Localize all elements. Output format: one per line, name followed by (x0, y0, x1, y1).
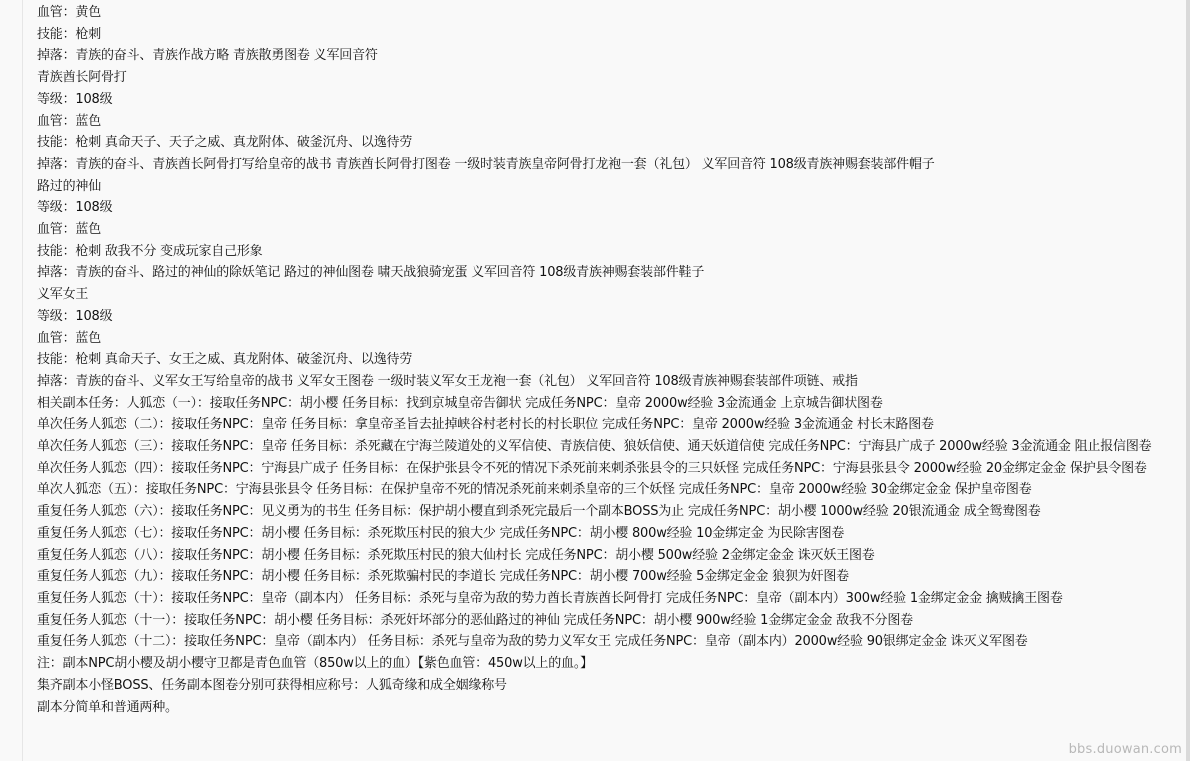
text-line: 等级：108级 (37, 308, 113, 324)
post-content (37, 2, 1187, 718)
text-line: 单次任务人狐恋（二）：接取任务NPC：皇帝 任务目标：拿皇帝圣旨去扯掉峡谷村老村长的村长职位 完成任务NPC：皇帝 2000w经验 3金流通金 村长末路图卷 (37, 417, 934, 433)
text-line: 技能：枪刺 真命天子、天子之威、真龙附体、破釜沉舟、以逸待劳 (37, 135, 413, 151)
text-line: 掉落：青族的奋斗、青族作战方略 青族散勇图卷 义军回音符 (37, 48, 378, 64)
text-line: 重复任务人狐恋（十）：接取任务NPC：皇帝（副本内） 任务目标：杀死与皇帝为敌的势力酋长青族酋长阿骨打 完成任务NPC：皇帝（副本内）300w经验 1金绑定金金 擒贼擒王图卷 (37, 590, 1063, 606)
text-line: 重复任务人狐恋（十一）：接取任务NPC：胡小樱 任务目标：杀死奸坏部分的恶仙路过的神仙 完成任务NPC：胡小樱 900w经验 1金绑定金金 敌我不分图卷 (37, 612, 913, 628)
text-line: 血管：蓝色 (37, 330, 102, 346)
text-line: 副本分简单和普通两种。 (37, 699, 178, 715)
text-line: 血管：蓝色 (37, 222, 102, 238)
text-line: 重复任务人狐恋（六）：接取任务NPC：见义勇为的书生 任务目标：保护胡小樱直到杀死完最后一个副本BOSS为止 完成任务NPC：胡小樱 1000w经验 20银流通金 成全鸳鸯图卷 (37, 504, 1041, 520)
text-line: 路过的神仙 (37, 178, 102, 194)
text-line: 掉落：青族的奋斗、路过的神仙的除妖笔记 路过的神仙图卷 啸天战狼骑宠蛋 义军回音符 108级青族神赐套装部件鞋子 (37, 265, 705, 281)
text-line: 单次人狐恋（五）：接取任务NPC：宁海县张县令 任务目标：在保护皇帝不死的情况杀死前来刺杀皇帝的三个妖怪 完成任务NPC：皇帝 2000w经验 30金绑定金金 保护皇帝图卷 (37, 482, 1032, 498)
text-line: 重复任务人狐恋（七）：接取任务NPC：胡小樱 任务目标：杀死欺压村民的狼大少 完成任务NPC：胡小樱 800w经验 10金绑定金 为民除害图卷 (37, 525, 845, 541)
text-line: 等级：108级 (37, 200, 113, 216)
scrollbar-edge (1186, 0, 1190, 761)
gutter-divider (22, 0, 23, 761)
text-line: 注：副本NPC胡小樱及胡小樱守卫都是青色血管（850w以上的血）【紫色血管：450w以上的血。】 (37, 656, 593, 672)
text-line: 单次任务人狐恋（三）：接取任务NPC：皇帝 任务目标：杀死藏在宁海兰陵道处的义军信使、青族信使、狼妖信使、通天妖道信使 完成任务NPC：宁海县广成子 2000w经验 3金流通金 阻止报信图卷 (37, 439, 1152, 455)
text-line: 重复任务人狐恋（九）：接取任务NPC：胡小樱 任务目标：杀死欺骗村民的李道长 完成任务NPC：胡小樱 700w经验 5金绑定金金 狼狈为奸图卷 (37, 569, 849, 585)
text-line: 义军女王 (37, 287, 89, 303)
text-line: 集齐副本小怪BOSS、任务副本图卷分别可获得相应称号：人狐奇缘和成全姻缘称号 (37, 677, 507, 693)
left-gutter (0, 0, 22, 761)
site-watermark: bbs.duowan.com (1068, 742, 1182, 757)
text-line: 技能：枪刺 真命天子、女王之威、真龙附体、破釜沉舟、以逸待劳 (37, 352, 413, 368)
text-line: 重复任务人狐恋（八）：接取任务NPC：胡小樱 任务目标：杀死欺压村民的狼大仙村长 完成任务NPC：胡小樱 500w经验 2金绑定金金 诛灭妖王图卷 (37, 547, 875, 563)
text-line: 重复任务人狐恋（十二）：接取任务NPC：皇帝（副本内） 任务目标：杀死与皇帝为敌的势力义军女王 完成任务NPC：皇帝（副本内）2000w经验 90银绑定金金 诛灭义军图卷 (37, 634, 1028, 650)
text-line: 相关副本任务：人狐恋（一）：接取任务NPC：胡小樱 任务目标：找到京城皇帝告御状 完成任务NPC：皇帝 2000w经验 3金流通金 上京城告御状图卷 (37, 395, 883, 411)
text-line: 血管：黄色 (37, 5, 102, 20)
text-line: 等级：108级 (37, 91, 113, 107)
text-line: 血管：蓝色 (37, 113, 102, 129)
text-line: 青族酋长阿骨打 (37, 70, 127, 86)
text-line: 单次任务人狐恋（四）：接取任务NPC：宁海县广成子 任务目标：在保护张县令不死的情况下杀死前来刺杀张县令的三只妖怪 完成任务NPC：宁海县张县令 2000w经验 20金绑定金金 保护县令图卷 (37, 460, 1147, 476)
text-line: 掉落：青族的奋斗、义军女王写给皇帝的战书 义军女王图卷 一级时装义军女王龙袍一套（礼包） 义军回音符 108级青族神赐套装部件项链、戒指 (37, 373, 858, 389)
text-line: 技能：枪刺 (37, 26, 102, 42)
text-line: 掉落：青族的奋斗、青族酋长阿骨打写给皇帝的战书 青族酋长阿骨打图卷 一级时装青族皇帝阿骨打龙袍一套（礼包） 义军回音符 108级青族神赐套装部件帽子 (37, 156, 935, 172)
text-line: 技能：枪刺 敌我不分 变成玩家自己形象 (37, 243, 263, 259)
